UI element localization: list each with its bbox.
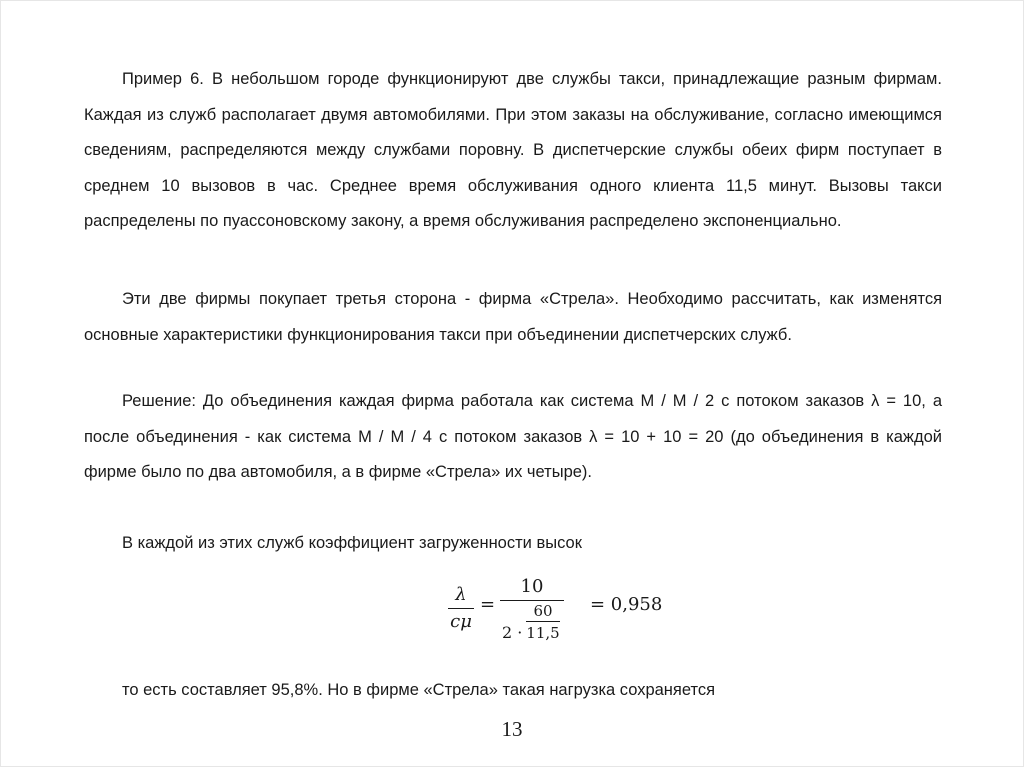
paragraph-text: Пример 6. В небольшом городе функционируют две службы такси, принадлежащие разным фирмам. Каждая из служб располагает двумя автомобилями. При этом заказы на обслуживание, согласно имеющимся сведениям, распределяются между службами поровну. В диспетчерские службы обеих фирм поступает в среднем 10 вызовов в час. Среднее время обслуживания одного клиента 11,5 минут. Вызовы такси распределены по пуассоновскому закону, а время обслуживания распределено экспоненциально. — [84, 70, 942, 231]
denominator-factor: 2 · — [502, 623, 523, 642]
paragraph-text: то есть составляет 95,8%. Но в фирме «Стрела» такая нагрузка сохраняется — [122, 681, 716, 699]
sixty-over-eleven-fraction — [526, 601, 560, 644]
fraction-denominator: cμ — [450, 611, 472, 632]
paragraph-text: В каждой из этих служб коэффициент загруженности высок — [122, 534, 582, 552]
inner-denominator: 11,5 — [526, 624, 560, 642]
page-number: 13 — [501, 717, 523, 741]
inner-numerator: 60 — [533, 602, 553, 620]
paragraph-solution — [84, 384, 942, 491]
ten-over-expression-fraction — [500, 574, 564, 649]
paragraph-example-6 — [84, 62, 942, 240]
paragraph-conclusion — [84, 673, 942, 709]
paragraph-text: Эти две фирмы покупает третья сторона - фирма «Стрела». Необходимо рассчитать, как изменятся основные характеристики функционирования такси при объединении диспетчерских служб. — [84, 290, 942, 344]
fraction-numerator: 10 — [520, 576, 544, 597]
paragraph-strela-purchase — [84, 282, 942, 353]
equals-sign: = — [480, 594, 496, 615]
paragraph-text: Решение: До объединения каждая фирма работала как система M / M / 2 с потоком заказов λ = 10, а после объединения - как система M / M / 4 с потоком заказов λ = 10 + 10 = 20 (до объединения в каждой фирме было по два автомобиля, а в фирме «Стрела» их четыре). — [84, 392, 942, 482]
formula-result: = 0,958 — [590, 594, 663, 615]
lambda-over-c-mu-fraction — [448, 582, 474, 635]
fraction-denominator — [500, 601, 564, 649]
fraction-numerator: λ — [455, 584, 467, 605]
paragraph-load-coefficient — [84, 526, 942, 562]
